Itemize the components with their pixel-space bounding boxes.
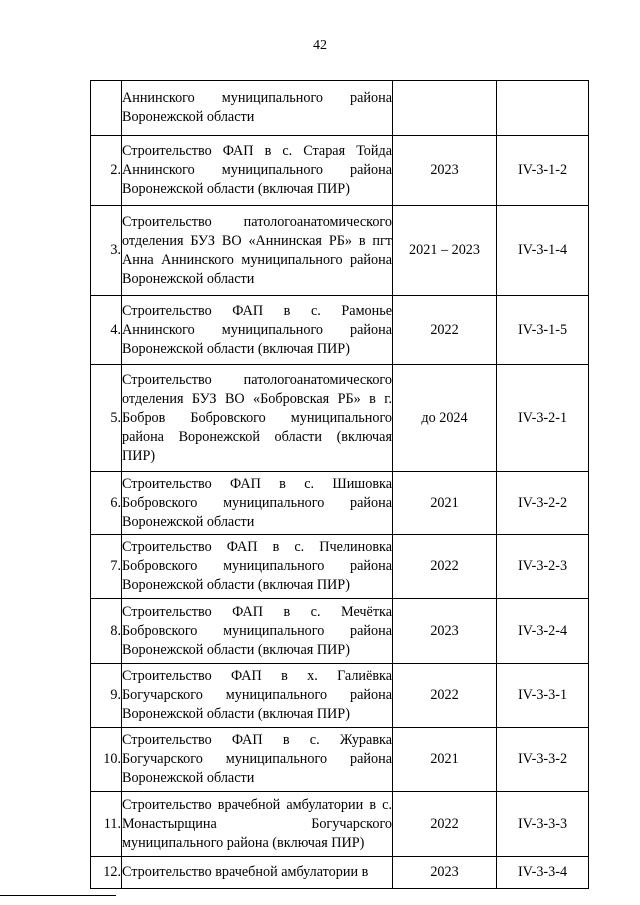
project-code: IV-3-1-2 — [497, 136, 589, 206]
project-code — [497, 81, 589, 136]
row-number: 6. — [91, 472, 122, 535]
row-number: 4. — [91, 296, 122, 365]
project-year: 2023 — [393, 599, 497, 664]
footnote-separator — [0, 895, 116, 896]
table-row — [91, 535, 589, 599]
project-code: IV-3-2-1 — [497, 365, 589, 472]
project-code: IV-3-1-4 — [497, 206, 589, 296]
row-number: 2. — [91, 136, 122, 206]
project-name: Строительство врачебной амбулатории в с. Монастырщина Богучарского муниципального района (включая ПИР) — [122, 792, 393, 857]
project-name: Аннинского муниципального района Воронежской области — [122, 81, 393, 136]
row-number: 8. — [91, 599, 122, 664]
row-number: 5. — [91, 365, 122, 472]
project-code: IV-3-3-4 — [497, 857, 589, 889]
row-number: 12. — [91, 857, 122, 889]
project-year: 2022 — [393, 664, 497, 728]
project-year: 2022 — [393, 792, 497, 857]
row-number: 9. — [91, 664, 122, 728]
project-year: 2023 — [393, 857, 497, 889]
project-name: Строительство ФАП в с. Шишовка Бобровского муниципального района Воронежской области — [122, 472, 393, 535]
table-row — [91, 136, 589, 206]
row-number: 3. — [91, 206, 122, 296]
project-year: 2021 — [393, 472, 497, 535]
row-number — [91, 81, 122, 136]
project-name: Строительство ФАП в с. Рамонье Аннинского муниципального района Воронежской области (включая ПИР) — [122, 296, 393, 365]
row-number: 11. — [91, 792, 122, 857]
project-year: 2023 — [393, 136, 497, 206]
project-year: 2021 – 2023 — [393, 206, 497, 296]
project-year: 2021 — [393, 728, 497, 792]
project-name: Строительство ФАП в с. Старая Тойда Аннинского муниципального района Воронежской области (включая ПИР) — [122, 136, 393, 206]
project-year — [393, 81, 497, 136]
project-code: IV-3-1-5 — [497, 296, 589, 365]
project-name: Строительство ФАП в с. Мечётка Бобровского муниципального района Воронежской области (включая ПИР) — [122, 599, 393, 664]
projects-table — [90, 80, 589, 889]
project-code: IV-3-2-4 — [497, 599, 589, 664]
table-row — [91, 599, 589, 664]
project-name: Строительство патологоанатомического отделения БУЗ ВО «Бобровская РБ» в г. Бобров Бобровского муниципального района Воронежской области (включая ПИР) — [122, 365, 393, 472]
table-row — [91, 857, 589, 889]
project-name: Строительство патологоанатомического отделения БУЗ ВО «Аннинская РБ» в пгт Анна Аннинского муниципального района Воронежской области — [122, 206, 393, 296]
table-row — [91, 81, 589, 136]
project-code: IV-3-2-2 — [497, 472, 589, 535]
table-row — [91, 792, 589, 857]
project-code: IV-3-2-3 — [497, 535, 589, 599]
table-row — [91, 728, 589, 792]
row-number: 10. — [91, 728, 122, 792]
table-row — [91, 664, 589, 728]
page-number: 42 — [313, 38, 327, 53]
project-name: Строительство ФАП в с. Журавка Богучарского муниципального района Воронежской области — [122, 728, 393, 792]
project-code: IV-3-3-2 — [497, 728, 589, 792]
table-row — [91, 206, 589, 296]
project-name: Строительство ФАП в х. Галиёвка Богучарского муниципального района Воронежской области (включая ПИР) — [122, 664, 393, 728]
table-row — [91, 472, 589, 535]
project-year: 2022 — [393, 296, 497, 365]
project-year: до 2024 — [393, 365, 497, 472]
project-code: IV-3-3-1 — [497, 664, 589, 728]
project-name: Строительство ФАП в с. Пчелиновка Бобровского муниципального района Воронежской области (включая ПИР) — [122, 535, 393, 599]
table-row — [91, 365, 589, 472]
project-year: 2022 — [393, 535, 497, 599]
row-number: 7. — [91, 535, 122, 599]
table-row — [91, 296, 589, 365]
project-code: IV-3-3-3 — [497, 792, 589, 857]
project-name: Строительство врачебной амбулатории в — [122, 857, 393, 889]
